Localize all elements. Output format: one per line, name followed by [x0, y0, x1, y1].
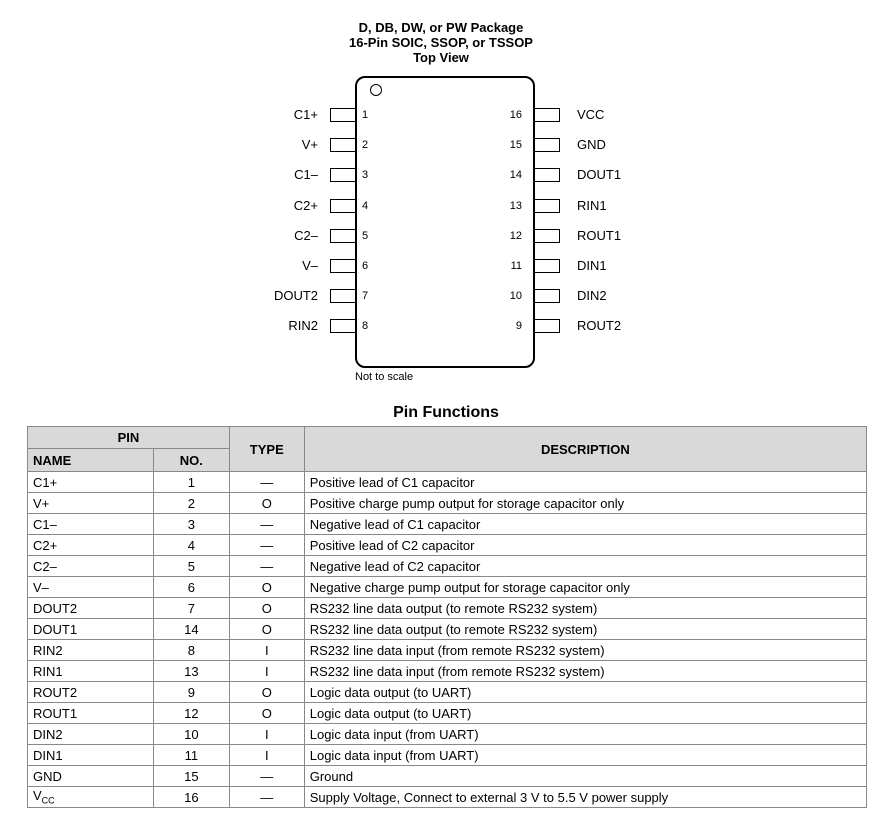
- table-row: [28, 745, 867, 766]
- pin-name: RIN1: [577, 197, 607, 213]
- pin-name-cell: ROUT1: [28, 703, 154, 724]
- pin-description-cell: Logic data input (from UART): [304, 745, 866, 766]
- header-no: NO.: [153, 449, 229, 472]
- pin-name: ROUT1: [577, 227, 622, 243]
- pin-name: DIN2: [577, 288, 607, 304]
- pin-name: VCC: [577, 107, 605, 122]
- pin-lead-right: [535, 259, 560, 273]
- table-row: [28, 598, 867, 619]
- pin-name-cell: C2–: [28, 556, 154, 577]
- pin-lead-right: [535, 168, 560, 182]
- table-row: [28, 787, 867, 808]
- pin-name-cell: GND: [28, 766, 154, 787]
- pin-type-cell: —: [229, 787, 304, 808]
- pin-number-cell: 9: [153, 682, 229, 703]
- pin-number-cell: 3: [153, 514, 229, 535]
- pin-name-cell: C1+: [28, 472, 154, 493]
- pin-name: DOUT2: [273, 288, 318, 304]
- header-name: NAME: [28, 449, 154, 472]
- pin-number: 6: [362, 260, 369, 272]
- pin-lead-right: [535, 199, 560, 213]
- pin-number: 7: [362, 290, 369, 303]
- pin-lead-left: [330, 168, 355, 182]
- pin-number: 5: [362, 229, 369, 242]
- pin-number-cell: 1: [153, 472, 229, 493]
- header-pin: PIN: [28, 427, 230, 449]
- pin-name-cell: RIN2: [28, 640, 154, 661]
- pin-number-cell: 2: [153, 493, 229, 514]
- pin-number: 16: [509, 109, 522, 121]
- pin-lead-left: [330, 138, 355, 152]
- pin-name-cell: C1–: [28, 514, 154, 535]
- pin-name: DOUT1: [577, 167, 622, 183]
- pin-number: 1: [362, 109, 369, 121]
- pin-number: 10: [509, 290, 522, 303]
- pin-type-cell: O: [229, 619, 304, 640]
- pin-description-cell: Ground: [304, 766, 866, 787]
- pin-name: DIN1: [577, 258, 607, 273]
- pin-lead-left: [330, 259, 355, 273]
- pin-name-cell: RIN1: [28, 661, 154, 682]
- pin-number-cell: 5: [153, 556, 229, 577]
- header-description: DESCRIPTION: [304, 427, 866, 472]
- pin-number: 13: [509, 199, 522, 212]
- pin-number-cell: 4: [153, 535, 229, 556]
- table-row: [28, 766, 867, 787]
- pin-description-cell: Positive lead of C2 capacitor: [304, 535, 866, 556]
- pin-type-cell: —: [229, 556, 304, 577]
- not-to-scale-note: Not to scale: [355, 371, 414, 383]
- pin-lead-left: [330, 108, 355, 122]
- pin-name-cell: $V_{CC}$: [28, 787, 154, 808]
- pin-functions-table: [27, 426, 867, 808]
- pin-number: 4: [362, 199, 369, 212]
- pin-type-cell: —: [229, 766, 304, 787]
- pin-number-cell: 11: [153, 745, 229, 766]
- pin-type-cell: O: [229, 598, 304, 619]
- pin-number-cell: 8: [153, 640, 229, 661]
- pin-description-cell: RS232 line data input (from remote RS232 system): [304, 661, 866, 682]
- package-subtitle: 16-Pin SOIC, SSOP, or TSSOP: [349, 35, 533, 50]
- pin-number-cell: 12: [153, 703, 229, 724]
- pin-description-cell: RS232 line data output (to remote RS232 system): [304, 619, 866, 640]
- pin-type-cell: —: [229, 514, 304, 535]
- pin-number: 11: [510, 260, 522, 272]
- pin-number-cell: 10: [153, 724, 229, 745]
- pin-number-cell: 13: [153, 661, 229, 682]
- table-row: [28, 577, 867, 598]
- pin-type-cell: O: [229, 703, 304, 724]
- pin-type-cell: O: [229, 493, 304, 514]
- pin-lead-right: [535, 108, 560, 122]
- pin-name-cell: ROUT2: [28, 682, 154, 703]
- header-type: TYPE: [229, 427, 304, 472]
- package-title: D, DB, DW, or PW Package: [358, 20, 524, 35]
- pin-functions-title: Pin Functions: [393, 404, 499, 421]
- table-row: [28, 661, 867, 682]
- pin-lead-right: [535, 319, 560, 333]
- table-row: [28, 493, 867, 514]
- pin-name: RIN2: [288, 318, 318, 334]
- pin-number: 14: [509, 169, 522, 182]
- pin-description-cell: RS232 line data input (from remote RS232 system): [304, 640, 866, 661]
- table-row: [28, 472, 867, 493]
- pin1-indicator-dot: [370, 84, 382, 96]
- pin-name: C1–: [294, 167, 318, 183]
- pin-description-cell: Logic data output (to UART): [304, 682, 866, 703]
- pin-lead-left: [330, 199, 355, 213]
- pin-description-cell: Negative lead of C1 capacitor: [304, 514, 866, 535]
- pin-number: 9: [515, 320, 522, 333]
- pin-type-cell: I: [229, 745, 304, 766]
- pin-number: 2: [362, 139, 369, 152]
- pin-number: 3: [362, 169, 369, 182]
- pin-name-cell: V+: [28, 493, 154, 514]
- table-row: [28, 514, 867, 535]
- pin-type-cell: O: [229, 682, 304, 703]
- pin-type-cell: I: [229, 640, 304, 661]
- pin-description-cell: Logic data input (from UART): [304, 724, 866, 745]
- pin-number-cell: 16: [153, 787, 229, 808]
- pin-name-cell: DOUT1: [28, 619, 154, 640]
- pin-type-cell: O: [229, 577, 304, 598]
- pin-name: V+: [301, 137, 318, 153]
- table-row: [28, 724, 867, 745]
- pin-description-cell: Positive lead of C1 capacitor: [304, 472, 866, 493]
- pin-number: 8: [362, 320, 369, 333]
- pin-name-cell: DIN1: [28, 745, 154, 766]
- pin-number: 12: [509, 229, 522, 242]
- pin-description-cell: Negative charge pump output for storage capacitor only: [304, 577, 866, 598]
- pin-name-cell: DOUT2: [28, 598, 154, 619]
- table-row: [28, 703, 867, 724]
- pin-number: 15: [509, 139, 522, 152]
- pin-description-cell: Logic data output (to UART): [304, 703, 866, 724]
- pin-name: V–: [302, 258, 318, 273]
- pin-lead-right: [535, 289, 560, 303]
- pin-lead-left: [330, 319, 355, 333]
- pin-type-cell: —: [229, 472, 304, 493]
- pin-lead-right: [535, 138, 560, 152]
- table-row: [28, 556, 867, 577]
- pin-name: C2+: [293, 197, 318, 213]
- pin-name: GND: [577, 137, 606, 153]
- table-row: [28, 619, 867, 640]
- pin-lead-left: [330, 289, 355, 303]
- pin-name-cell: V–: [28, 577, 154, 598]
- pin-lead-left: [330, 229, 355, 243]
- table-row: [28, 640, 867, 661]
- pin-type-cell: —: [229, 535, 304, 556]
- pin-number-cell: 14: [153, 619, 229, 640]
- pin-name: ROUT2: [577, 318, 622, 334]
- pin-name-cell: DIN2: [28, 724, 154, 745]
- pin-description-cell: Negative lead of C2 capacitor: [304, 556, 866, 577]
- pin-description-cell: RS232 line data output (to remote RS232 system): [304, 598, 866, 619]
- pin-description-cell: Positive charge pump output for storage capacitor only: [304, 493, 866, 514]
- table-row: [28, 682, 867, 703]
- pin-lead-right: [535, 229, 560, 243]
- table-row: [28, 535, 867, 556]
- package-view-label: Top View: [413, 50, 469, 65]
- pin-description-cell: Supply Voltage, Connect to external 3 V to 5.5 V power supply: [304, 787, 866, 808]
- pin-name: C2–: [294, 227, 318, 243]
- pin-type-cell: I: [229, 661, 304, 682]
- pin-number-cell: 6: [153, 577, 229, 598]
- pin-number-cell: 7: [153, 598, 229, 619]
- pin-name: C1+: [293, 107, 318, 122]
- pin-name-cell: C2+: [28, 535, 154, 556]
- pin-number-cell: 15: [153, 766, 229, 787]
- pin-type-cell: I: [229, 724, 304, 745]
